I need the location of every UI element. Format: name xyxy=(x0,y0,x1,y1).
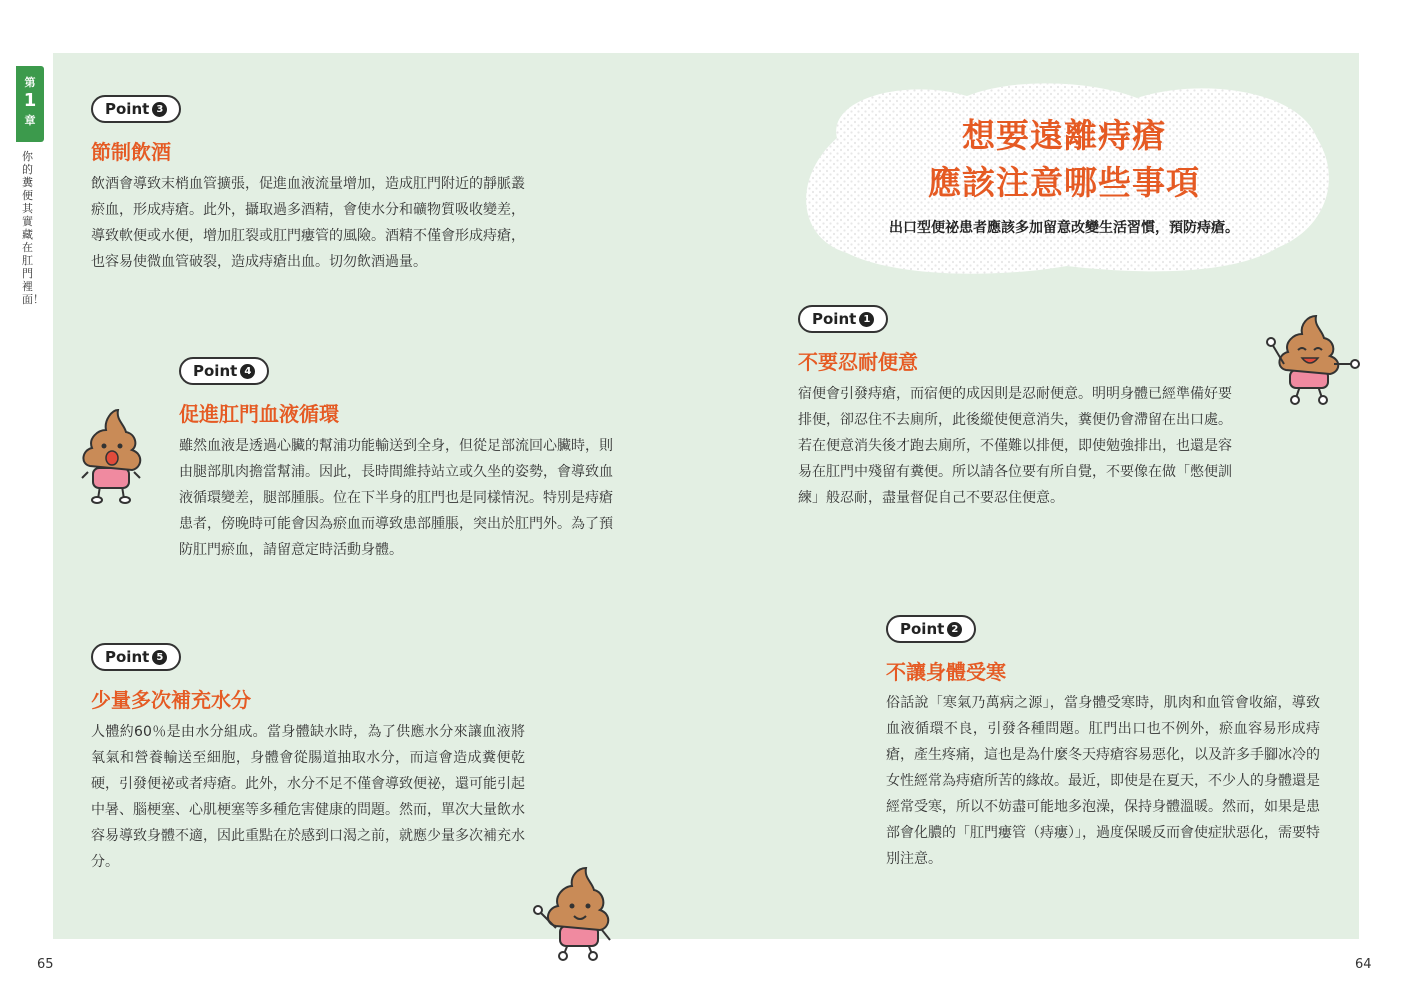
point-number: 3 xyxy=(152,102,167,117)
title-line-1: 想要遠離痔瘡 xyxy=(962,116,1166,155)
point-number: 2 xyxy=(947,622,962,637)
point-5-heading: 少量多次補充水分 xyxy=(91,688,251,712)
page-number-left: 65 xyxy=(37,957,54,972)
point-5-body: 人體約60％是由水分組成。當身體缺水時，為了供應水分來讓血液將氧氣和營養輸送至細胞，身體會從腸道抽取水分，而這會造成糞便乾硬，引發便祕或者痔瘡。此外，水分不足不僅會導致便祕，還可能引起中暑、腦梗塞、心肌梗塞等多種危害健康的問題。然而，單次大量飲水容易導致身體不適，因此重點在於感到口渴之前，就應少量多次補充水分。 xyxy=(91,724,525,870)
point-3-heading: 節制飲酒 xyxy=(91,140,171,164)
subtitle: 出口型便祕患者應該多加留意改變生活習慣，預防痔瘡。 xyxy=(889,220,1239,236)
chapter-number: 1 xyxy=(23,90,37,111)
point-label: Point xyxy=(812,310,857,328)
point-4-badge xyxy=(179,357,269,385)
page-number-right: 64 xyxy=(1355,957,1372,972)
point-2-badge xyxy=(886,615,976,643)
point-2-heading: 不讓身體受寒 xyxy=(886,660,1006,684)
point-label: Point xyxy=(105,100,150,118)
chapter-tab[interactable] xyxy=(16,66,44,142)
point-label: Point xyxy=(105,648,150,666)
point-number: 1 xyxy=(859,312,874,327)
point-4-heading: 促進肛門血液循環 xyxy=(179,402,339,426)
point-1-body: 宿便會引發痔瘡，而宿便的成因則是忍耐便意。明明身體已經準備好要排便，卻忍住不去廁所，此後縱使便意消失，糞便仍會滯留在出口處。若在便意消失後才跑去廁所，不僅難以排便，即使勉強排出，也還是容易在肛門中殘留有糞便。所以請各位要有所自覺，不要像在做「憋便訓練」般忍耐，盡量督促自己不要忍住便意。 xyxy=(798,386,1232,506)
point-3-badge xyxy=(91,95,181,123)
chapter-prefix: 第 xyxy=(24,76,36,89)
point-2-body: 俗話說「寒氣乃萬病之源」，當身體受寒時，肌肉和血管會收縮，導致血液循環不良，引發各種問題。肛門出口也不例外，瘀血容易形成痔瘡，產生疼痛，這也是為什麼冬天痔瘡容易惡化，以及許多手腳冰冷的女性經常為痔瘡所苦的緣故。最近，即使是在夏天，不少人的身體還是經常受寒，所以不妨盡可能地多泡澡，保持身體溫暖。然而，如果是患部會化膿的「肛門瘻管（痔瘻）」，過度保暖反而會使症狀惡化，需要特別注意。 xyxy=(886,695,1320,867)
poop-mascot-shouting xyxy=(78,406,148,506)
point-label: Point xyxy=(193,362,238,380)
point-1-heading: 不要忍耐便意 xyxy=(798,350,918,374)
point-number: 5 xyxy=(152,650,167,665)
poop-mascot-waving xyxy=(530,864,620,964)
poop-mascot-cheering xyxy=(1264,314,1364,414)
page-title xyxy=(840,112,1288,206)
point-3-body: 飲酒會導致末梢血管擴張，促進血液流量增加，造成肛門附近的靜脈叢瘀血，形成痔瘡。此外，攝取過多酒精，會使水分和礦物質吸收變差，導致軟便或水便，增加肛裂或肛門瘻管的風險。酒精不僅會形成痔瘡，也容易使微血管破裂，造成痔瘡出血。切勿飲酒過量。 xyxy=(91,176,525,270)
point-number: 4 xyxy=(240,364,255,379)
point-label: Point xyxy=(900,620,945,638)
point-4-body: 雖然血液是透過心臟的幫浦功能輸送到全身，但從足部流回心臟時，則由腿部肌肉擔當幫浦。因此，長時間維持站立或久坐的姿勢，會導致血液循環變差，腿部腫脹。位在下半身的肛門也是同樣情況。特別是痔瘡患者，傍晚時可能會因為瘀血而導致患部腫脹，突出於肛門外。為了預防肛門瘀血，請留意定時活動身體。 xyxy=(179,438,613,558)
point-1-badge xyxy=(798,305,888,333)
side-title: 你的糞便其實藏在肛門裡面！ xyxy=(22,150,44,306)
title-line-2: 應該注意哪些事項 xyxy=(928,163,1200,202)
point-5-badge xyxy=(91,643,181,671)
chapter-suffix: 章 xyxy=(24,114,36,127)
